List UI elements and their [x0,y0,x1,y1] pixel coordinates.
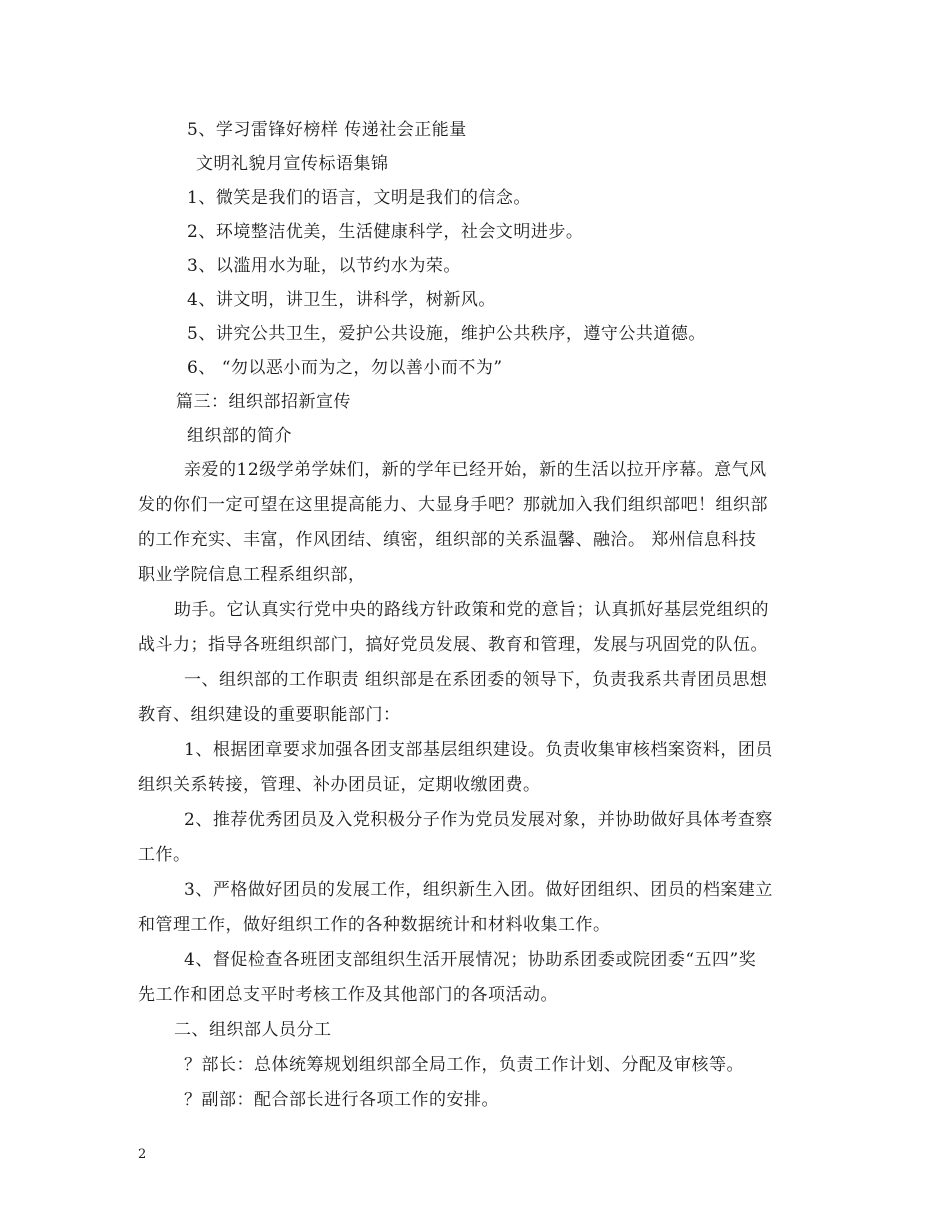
list-item: ？副部：配合部长进行各项工作的安排。 [184,1090,499,1110]
paragraph-line: 工作。 [138,845,191,865]
paragraph-line: 2、推荐优秀团员及入党积极分子作为党员发展对象，并协助做好具体考查察 [184,810,773,830]
list-item: 4、讲文明，讲卫生，讲科学，树新风。 [187,290,496,310]
section-heading: 组织部的简介 [187,426,292,446]
paragraph-line: 和管理工作，做好组织工作的各种数据统计和材料收集工作。 [138,915,611,935]
paragraph-line: 教育、组织建设的重要职能部门： [138,705,401,725]
section-heading: 二、组织部人员分工 [174,1020,332,1040]
paragraph-line: 职业学院信息工程系组织部， [138,565,366,585]
paragraph-line: 一、组织部的工作职责 组织部是在系团委的领导下，负责我系共青团员思想 [184,670,768,690]
paragraph-line: 的工作充实、丰富，作风团结、缜密，组织部的关系温馨、融洽。 郑州信息科技 [138,530,757,550]
section-heading: 文明礼貌月宣传标语集锦 [196,154,389,174]
list-item: 6、 “勿以恶小而为之，勿以善小而不为” [187,358,503,378]
paragraph-line: 先工作和团总支平时考核工作及其他部门的各项活动。 [138,985,558,1005]
paragraph-line: 1、根据团章要求加强各团支部基层组织建设。负责收集审核档案资料，团员 [184,740,773,760]
paragraph-line: 战斗力；指导各班组织部门，搞好党员发展、教育和管理，发展与巩固党的队伍。 [138,635,768,655]
paragraph-line: 发的你们一定可望在这里提高能力、大显身手吧？那就加入我们组织部吧！组织部 [138,495,768,515]
paragraph-line: 4、督促检查各班团支部组织生活开展情况；协助系团委或院团委“五四”奖 [184,950,757,970]
paragraph-line: 组织关系转接，管理、补办团员证，定期收缴团费。 [138,775,541,795]
paragraph-line: 助手。它认真实行党中央的路线方针政策和党的意旨；认真抓好基层党组织的 [174,600,769,620]
paragraph-line: 亲爱的12级学弟学妹们，新的学年已经开始，新的生活以拉开序幕。意气风 [184,460,767,480]
body-line: 5、学习雷锋好榜样 传递社会正能量 [187,120,467,140]
list-item: ？部长：总体统筹规划组织部全局工作，负责工作计划、分配及审核等。 [184,1055,744,1075]
paragraph-line: 3、严格做好团员的发展工作，组织新生入团。做好团组织、团员的档案建立 [184,880,773,900]
list-item: 5、讲究公共卫生，爱护公共设施，维护公共秩序，遵守公共道德。 [187,324,706,344]
list-item: 2、环境整洁优美，生活健康科学，社会文明进步。 [187,222,584,242]
list-item: 3、以滥用水为耻，以节约水为荣。 [187,256,461,276]
chapter-heading: 篇三：组织部招新宣传 [176,392,351,412]
list-item: 1、微笑是我们的语言，文明是我们的信念。 [187,188,531,208]
page-number: 2 [138,1147,147,1162]
